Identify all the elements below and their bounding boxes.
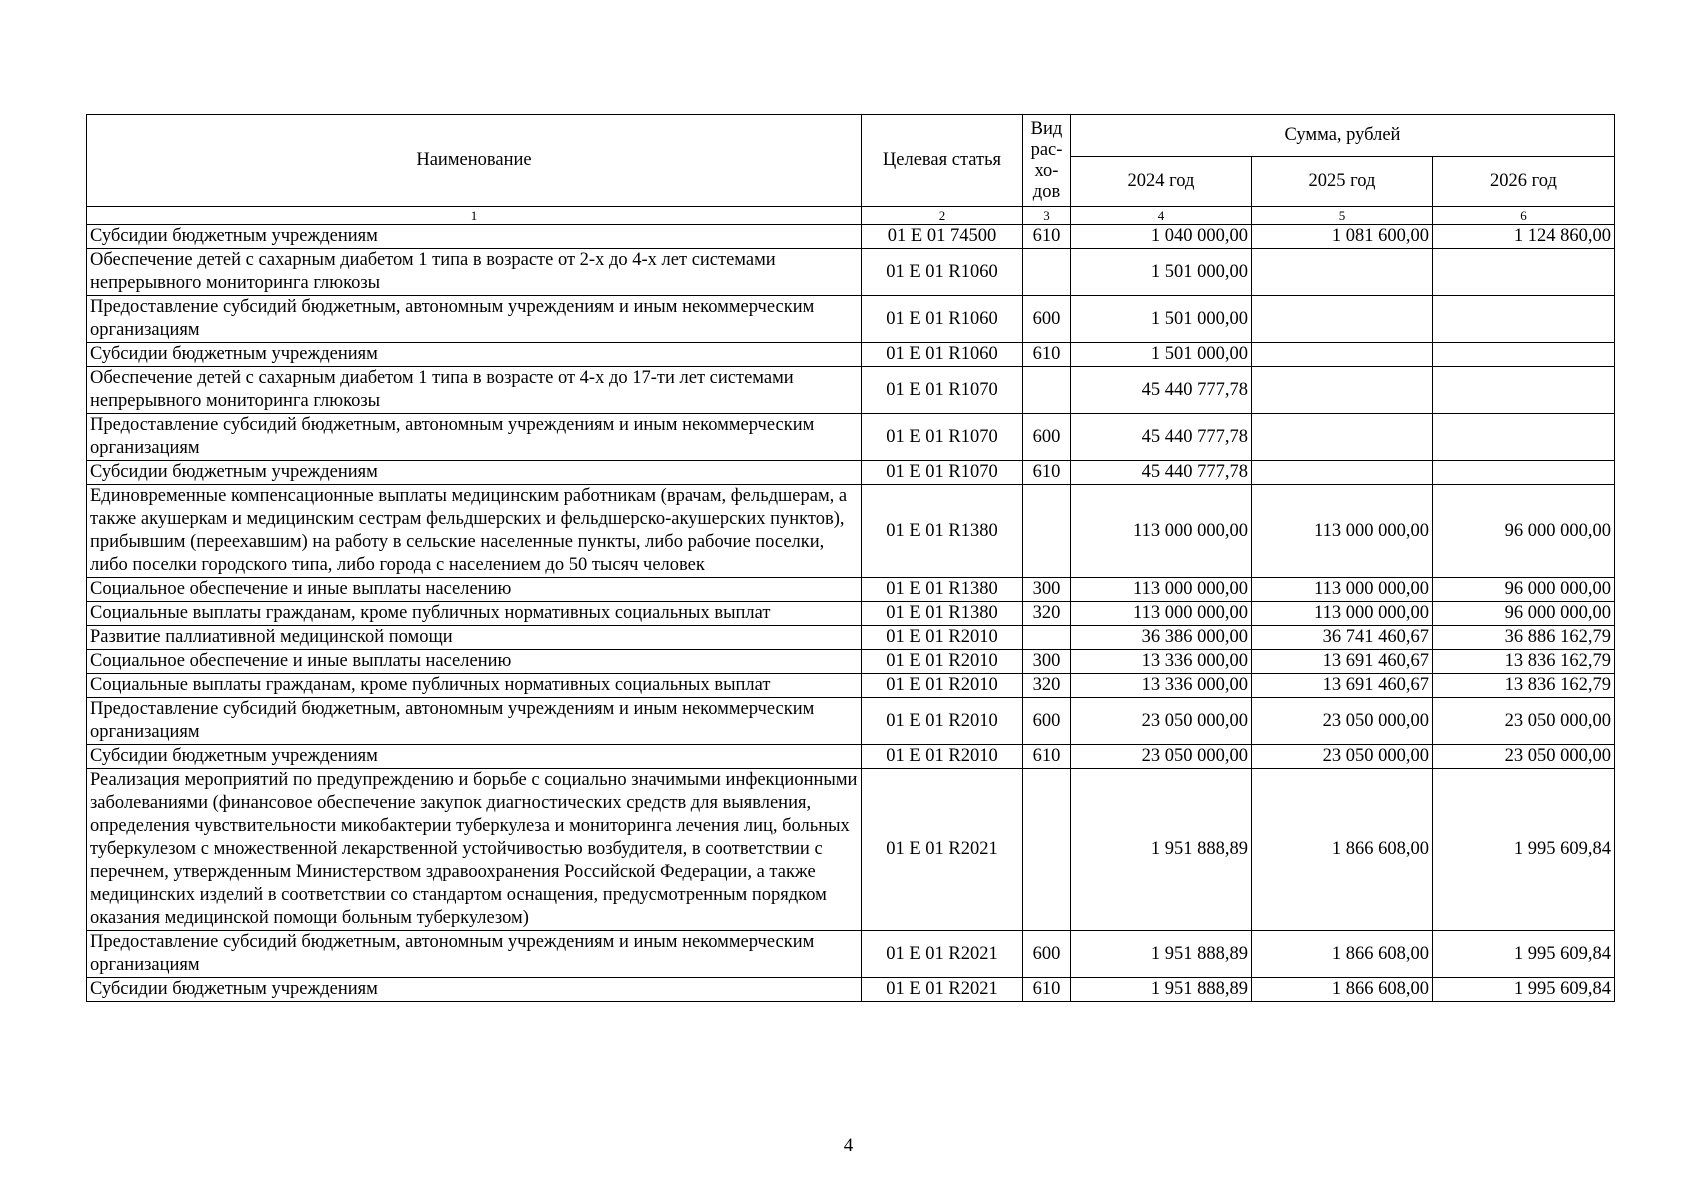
table-row [87, 367, 1615, 414]
amount-2025: 113 000 000,00 [1252, 578, 1433, 602]
amount-2025: 113 000 000,00 [1252, 485, 1433, 578]
table-row [87, 745, 1615, 769]
target-code: 01 Е 01 R2010 [862, 626, 1023, 650]
amount-2026: 96 000 000,00 [1433, 578, 1615, 602]
amount-2026 [1433, 343, 1615, 367]
target-code: 01 Е 01 R2010 [862, 698, 1023, 745]
column-index: 2 [862, 207, 1023, 225]
target-code: 01 Е 01 R2010 [862, 650, 1023, 674]
header-target: Целевая статья [862, 115, 1023, 207]
header-kind: Вид рас- хо- дов [1023, 115, 1071, 207]
amount-2025 [1252, 414, 1433, 461]
amount-2026: 13 836 162,79 [1433, 650, 1615, 674]
header-2025: 2025 год [1252, 157, 1433, 207]
row-name: Субсидии бюджетным учреждениям [87, 225, 862, 249]
target-code: 01 Е 01 R1380 [862, 485, 1023, 578]
amount-2026: 1 995 609,84 [1433, 769, 1615, 931]
target-code: 01 Е 01 74500 [862, 225, 1023, 249]
table-row [87, 931, 1615, 978]
row-name: Субсидии бюджетным учреждениям [87, 461, 862, 485]
row-name: Субсидии бюджетным учреждениям [87, 343, 862, 367]
row-name: Субсидии бюджетным учреждениям [87, 978, 862, 1002]
amount-2025 [1252, 296, 1433, 343]
page-number: 4 [843, 1135, 854, 1156]
table-row [87, 249, 1615, 296]
table-row [87, 978, 1615, 1002]
table-row [87, 225, 1615, 249]
column-index: 5 [1252, 207, 1433, 225]
amount-2024: 36 386 000,00 [1071, 626, 1252, 650]
amount-2024: 13 336 000,00 [1071, 650, 1252, 674]
column-index: 3 [1023, 207, 1071, 225]
amount-2026: 23 050 000,00 [1433, 698, 1615, 745]
amount-2025 [1252, 343, 1433, 367]
table-row [87, 698, 1615, 745]
amount-2025 [1252, 367, 1433, 414]
column-index: 6 [1433, 207, 1615, 225]
table-row [87, 674, 1615, 698]
amount-2026 [1433, 367, 1615, 414]
amount-2024: 1 040 000,00 [1071, 225, 1252, 249]
expense-kind: 610 [1023, 978, 1071, 1002]
amount-2026: 36 886 162,79 [1433, 626, 1615, 650]
target-code: 01 Е 01 R2021 [862, 931, 1023, 978]
amount-2024: 1 501 000,00 [1071, 343, 1252, 367]
budget-table [86, 114, 1615, 1002]
target-code: 01 Е 01 R1380 [862, 602, 1023, 626]
amount-2024: 23 050 000,00 [1071, 698, 1252, 745]
amount-2025 [1252, 461, 1433, 485]
table-row [87, 485, 1615, 578]
expense-kind: 610 [1023, 461, 1071, 485]
target-code: 01 Е 01 R1380 [862, 578, 1023, 602]
table-row [87, 296, 1615, 343]
expense-kind: 610 [1023, 745, 1071, 769]
expense-kind: 600 [1023, 296, 1071, 343]
expense-kind: 300 [1023, 578, 1071, 602]
row-name: Предоставление субсидий бюджетным, автономным учреждениям и иным некоммерческим организациям [87, 698, 862, 745]
amount-2025: 1 866 608,00 [1252, 769, 1433, 931]
expense-kind [1023, 626, 1071, 650]
target-code: 01 Е 01 R2010 [862, 674, 1023, 698]
amount-2026 [1433, 249, 1615, 296]
amount-2025: 13 691 460,67 [1252, 650, 1433, 674]
amount-2026: 23 050 000,00 [1433, 745, 1615, 769]
expense-kind: 600 [1023, 931, 1071, 978]
amount-2026: 96 000 000,00 [1433, 485, 1615, 578]
row-name: Социальные выплаты гражданам, кроме публичных нормативных социальных выплат [87, 674, 862, 698]
target-code: 01 Е 01 R1060 [862, 249, 1023, 296]
row-name: Развитие паллиативной медицинской помощи [87, 626, 862, 650]
amount-2024: 113 000 000,00 [1071, 485, 1252, 578]
amount-2026 [1433, 296, 1615, 343]
column-index: 1 [87, 207, 862, 225]
table-row [87, 343, 1615, 367]
header-name: Наименование [87, 115, 862, 207]
header-2026: 2026 год [1433, 157, 1615, 207]
expense-kind: 610 [1023, 343, 1071, 367]
expense-kind: 320 [1023, 674, 1071, 698]
row-name: Обеспечение детей с сахарным диабетом 1 типа в возрасте от 2-х до 4-х лет системами непрерывного мониторинга глюкозы [87, 249, 862, 296]
amount-2024: 1 951 888,89 [1071, 978, 1252, 1002]
table-row [87, 602, 1615, 626]
amount-2024: 13 336 000,00 [1071, 674, 1252, 698]
amount-2026 [1433, 461, 1615, 485]
table-row [87, 769, 1615, 931]
expense-kind: 320 [1023, 602, 1071, 626]
amount-2024: 113 000 000,00 [1071, 578, 1252, 602]
row-name: Реализация мероприятий по предупреждению и борьбе с социально значимыми инфекционными заболеваниями (финансовое обеспечение закупок диагностических средств для выявления, определения чувствительности микобактерии туберкулеза и мониторинга лечения лиц, больных туберкулезом с множественной лекарственной устойчивостью возбудителя, в соответствии с перечнем, утвержденным Министерством здравоохранения Российской Федерации, а также медицинских изделий в соответствии со стандартом оснащения, предусмотренным порядком оказания медицинской помощи больным туберкулезом) [87, 769, 862, 931]
amount-2024: 45 440 777,78 [1071, 461, 1252, 485]
header-sum: Сумма, рублей [1071, 115, 1615, 157]
table-row [87, 626, 1615, 650]
amount-2026: 13 836 162,79 [1433, 674, 1615, 698]
header-2024: 2024 год [1071, 157, 1252, 207]
expense-kind [1023, 769, 1071, 931]
amount-2025 [1252, 249, 1433, 296]
row-name: Единовременные компенсационные выплаты медицинским работникам (врачам, фельдшерам, а также акушеркам и медицинским сестрам фельдшерских и фельдшерско-акушерских пунктов), прибывшим (переехавшим) на работу в сельские населенные пункты, либо рабочие поселки, либо поселки городского типа, либо города с населением до 50 тысяч человек [87, 485, 862, 578]
row-name: Социальное обеспечение и иные выплаты населению [87, 578, 862, 602]
expense-kind [1023, 485, 1071, 578]
amount-2024: 45 440 777,78 [1071, 367, 1252, 414]
table-row [87, 578, 1615, 602]
expense-kind: 600 [1023, 414, 1071, 461]
row-name: Субсидии бюджетным учреждениям [87, 745, 862, 769]
target-code: 01 Е 01 R1070 [862, 461, 1023, 485]
amount-2025: 113 000 000,00 [1252, 602, 1433, 626]
table-row [87, 461, 1615, 485]
expense-kind: 300 [1023, 650, 1071, 674]
row-name: Предоставление субсидий бюджетным, автономным учреждениям и иным некоммерческим организациям [87, 414, 862, 461]
amount-2024: 1 501 000,00 [1071, 296, 1252, 343]
target-code: 01 Е 01 R2010 [862, 745, 1023, 769]
amount-2024: 1 951 888,89 [1071, 931, 1252, 978]
amount-2026 [1433, 414, 1615, 461]
amount-2026: 96 000 000,00 [1433, 602, 1615, 626]
row-name: Предоставление субсидий бюджетным, автономным учреждениям и иным некоммерческим организациям [87, 296, 862, 343]
expense-kind [1023, 249, 1071, 296]
expense-kind [1023, 367, 1071, 414]
target-code: 01 Е 01 R1070 [862, 367, 1023, 414]
target-code: 01 Е 01 R1060 [862, 296, 1023, 343]
amount-2025: 1 866 608,00 [1252, 931, 1433, 978]
amount-2024: 1 501 000,00 [1071, 249, 1252, 296]
table-row [87, 414, 1615, 461]
amount-2025: 23 050 000,00 [1252, 698, 1433, 745]
table-row [87, 650, 1615, 674]
target-code: 01 Е 01 R2021 [862, 769, 1023, 931]
amount-2024: 1 951 888,89 [1071, 769, 1252, 931]
amount-2024: 45 440 777,78 [1071, 414, 1252, 461]
amount-2026: 1 124 860,00 [1433, 225, 1615, 249]
amount-2025: 23 050 000,00 [1252, 745, 1433, 769]
target-code: 01 Е 01 R1060 [862, 343, 1023, 367]
amount-2026: 1 995 609,84 [1433, 978, 1615, 1002]
expense-kind: 600 [1023, 698, 1071, 745]
row-name: Социальные выплаты гражданам, кроме публичных нормативных социальных выплат [87, 602, 862, 626]
amount-2025: 1 866 608,00 [1252, 978, 1433, 1002]
amount-2024: 113 000 000,00 [1071, 602, 1252, 626]
amount-2025: 1 081 600,00 [1252, 225, 1433, 249]
amount-2024: 23 050 000,00 [1071, 745, 1252, 769]
row-name: Предоставление субсидий бюджетным, автономным учреждениям и иным некоммерческим организациям [87, 931, 862, 978]
amount-2025: 36 741 460,67 [1252, 626, 1433, 650]
row-name: Обеспечение детей с сахарным диабетом 1 типа в возрасте от 4-х до 17-ти лет системами непрерывного мониторинга глюкозы [87, 367, 862, 414]
amount-2025: 13 691 460,67 [1252, 674, 1433, 698]
column-index-row [87, 207, 1615, 225]
column-index: 4 [1071, 207, 1252, 225]
target-code: 01 Е 01 R1070 [862, 414, 1023, 461]
expense-kind: 610 [1023, 225, 1071, 249]
target-code: 01 Е 01 R2021 [862, 978, 1023, 1002]
amount-2026: 1 995 609,84 [1433, 931, 1615, 978]
row-name: Социальное обеспечение и иные выплаты населению [87, 650, 862, 674]
header-row-1 [87, 115, 1615, 157]
